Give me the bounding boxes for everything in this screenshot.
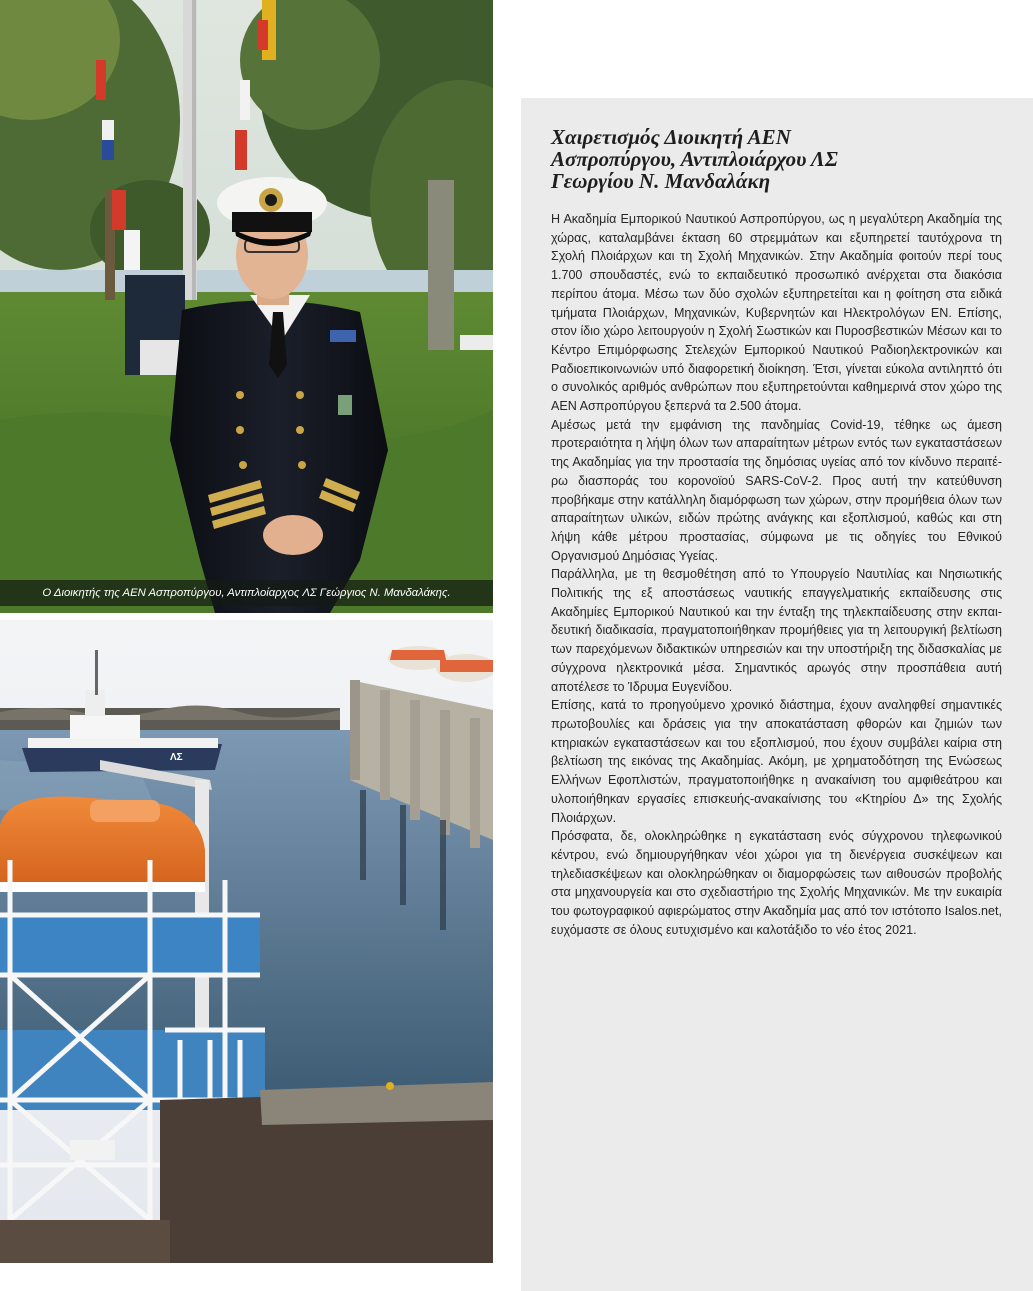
- headline-line-2: Ασπροπύργου, Αντιπλοιάρχου ΛΣ: [551, 147, 838, 171]
- paragraph-2: Αμέσως μετά την εμφάνιση της πανδημίας Covid-19, τέθηκε ως άμεση προτεραιότητα η λήψη όλων των απαραίτητων μέτρων εντός των εγκαταστάσεων της Ακαδημίας για την προστασία της δημόσιας υγείας από τον κίνδυνο περαιτέρω διασποράς του κορονοϊού SARS-CoV-2. Προς αυτή την κατεύθυνση προβήκαμε στην κατάλληλη διαμόρφωση των χώρων, στην προμήθεια όλων των απαραίτητων υλικών, ειδών πρώτης ανάγκης και εξοπλισμού, καθώς και στη λήψη κάθε μέτρου προστασίας, σύμφωνα με τις οδηγίες του Εθνικού Οργανισμού Δημόσιας Υγείας.: [551, 417, 1002, 563]
- headline-line-3: Γεωργίου Ν. Μανδαλάκη: [551, 169, 771, 193]
- boat-number: ΛΣ: [170, 752, 183, 763]
- paragraph-3: Παράλληλα, με τη θεσμοθέτηση από το Υπουργείο Ναυτιλίας και Νησιωτικής Πολιτικής της εξ αποστάσεως ναυτικής επαγγελματικής εκπαίδευσης στις Ακαδημίες Εμπορικού Ναυτικού και την ένταξη της τηλεκπαίδευσης στην εκπαιδευτική διαδικασία, πραγματοποιήθηκαν προμήθειες για τη λειτουργική βελτίωση των παρεχόμενων διδακτικών υπηρεσιών και την υποστήριξη της διδασκαλίας με σύγχρονα ηλεκτρονικά μέσα. Σημαντικός αρωγός στην προσπάθεια αυτή αποτέλεσε το Ίδρυμα Ευγενίδου.: [551, 567, 1002, 694]
- article-headline: [551, 126, 991, 192]
- headline-line-1: Χαιρετισμός Διοικητή ΑΕΝ: [551, 125, 791, 149]
- commander-photo: [0, 0, 493, 613]
- article-body: [551, 210, 1002, 939]
- harbour-photo: [0, 620, 493, 1263]
- photo-caption: Ο Διοικητής της ΑΕΝ Ασπροπύργου, Αντιπλοίαρχος ΛΣ Γεώργιος Ν. Μανδαλάκης.: [0, 580, 493, 606]
- paragraph-5: Πρόσφατα, δε, ολοκληρώθηκε η εγκατάσταση ενός σύγχρονου τηλεφωνικού κέντρου, ενώ δημιουργήθηκαν νέοι χώροι για τη διενέργεια συσκέψεων και τηλεδιασκέψεων και ολοκληρώθηκαν οι διαμορφώσεις των αιθουσών προβολής στα μηχανουργεία και στο σχεδιαστήριο της Σχολής Μηχανικών. Με την ευκαιρία του φωτογραφικού αφιερώματος στην Ακαδημία μας από τον ιστότοπο Isalos.net, ευχόμαστε σε όλους ευτυχισμένο και καλοτάξιδο το νέο έτος 2021.: [551, 829, 1002, 937]
- paragraph-1: Η Ακαδημία Εμπορικού Ναυτικού Ασπροπύργου, ως η μεγαλύτερη Ακαδημία της χώρας, καταλαμβάνει έκταση 60 στρεμμάτων και εξυπηρετεί ταυτόχρονα τη Σχολή Πλοιάρχων και τη Σχολή Μηχανικών. Στην Ακαδημία φοιτούν περί τους 1.700 σπουδαστές, ενώ το εκπαιδευτικό προσωπικό ανέρχεται στα διακόσια περίπου άτομα. Μέσω των δύο σχολών εξυπηρετείται και η φοίτηση στα ειδικά τμήματα Πλοιάρχων, Μηχανικών, Κυβερνητών και Ηλεκτρολόγων ΕΝ. Επίσης, στον ίδιο χώρο λειτουργούν η Σχολή Σωστικών και Πυροσβεστικών Μέσων και το Κέντρο Επιμόρφωσης Στελεχών Εμπορικού Ναυτικού Ραδιοηλεκτρονικών και Ραδιοεπικοινωνιών υπό διαφορετική διοίκηση. Έτσι, γίνεται εύκολα αντιληπτό ότι ο συνολικός αριθμός ανθρώπων που εξυπηρετούνται καθημερινά στον χώρο της ΑΕΝ Ασπροπύργου ξεπερνά τα 2.500 άτομα.: [551, 212, 1002, 414]
- paragraph-4: Επίσης, κατά το προηγούμενο χρονικό διάστημα, έχουν αναληφθεί σημαντικές πρωτοβουλίες και δράσεις για την αποκατάσταση φθορών και ζημιών των κτηριακών εγκαταστάσεων και του εξοπλισμού, που έχουν συμβάλει καίρια στη βελτίωση της εικόνας της Ακαδημίας. Ακόμη, με χρηματοδότηση της Ενώσεως Ελλήνων Εφοπλιστών, πραγματοποιήθηκε η ανακαίνιση του αμφιθεάτρου και υλοποιήθηκαν εργασίες επισκευής-ανακαίνισης του «Κτηρίου Δ» της Σχολής Πλοιάρχων.: [551, 698, 1002, 825]
- article-panel: [521, 98, 1033, 1291]
